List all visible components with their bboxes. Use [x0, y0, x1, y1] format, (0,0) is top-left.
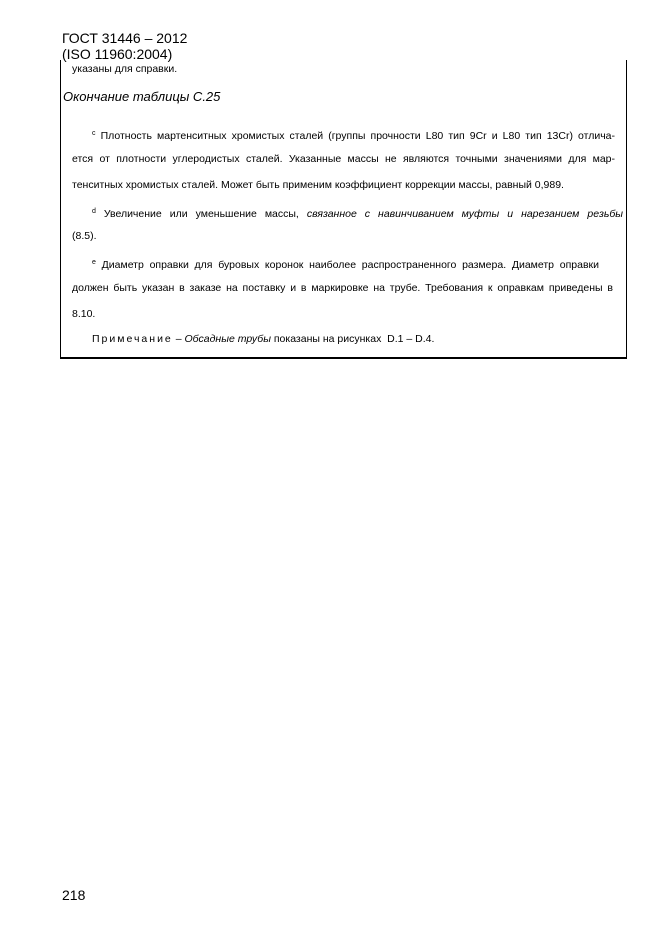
iso-reference: (ISO 11960:2004) — [62, 46, 173, 62]
footnote-e-line3: 8.10. — [72, 308, 96, 320]
remark-italic: Обсадные трубы — [184, 333, 271, 345]
footnote-d-italic: связанное с навинчиванием муфты и нарезанием резьбы — [306, 208, 623, 220]
footnote-d-line1 — [92, 205, 623, 221]
footnote-e-marker: e — [92, 259, 96, 266]
continued-text: указаны для справки. — [72, 63, 178, 75]
remark-rest: показаны на рисунках D.1 – D.4. — [270, 333, 435, 345]
table-remark — [92, 333, 434, 346]
document-header — [62, 30, 187, 62]
footnote-c-marker: c — [92, 130, 96, 137]
page-number: 218 — [62, 887, 86, 903]
footnote-d-marker: d — [92, 208, 96, 215]
remark-dash: – — [172, 333, 185, 345]
footnote-e-text1: Диаметр оправки для буровых коронок наиболее распространенного размера. Диаметр оправки — [101, 259, 600, 271]
footnote-c-line3: тенситных хромистых сталей. Может быть применим коэффициент коррекции массы, равный 0,989. — [72, 179, 564, 191]
standard-number: ГОСТ 31446 – 2012 — [62, 30, 188, 46]
footnote-c-line2: ется от плотности углеродистых сталей. Указанные массы не являются точными значениями для мар- — [72, 153, 615, 165]
remark-label: Примечание — [92, 333, 173, 345]
footnote-e-line2: должен быть указан в заказе на поставку и в маркировке на трубе. Требования к оправкам приведены в — [72, 282, 613, 294]
footnote-c-text1: Плотность мартенситных хромистых сталей (группы прочности L80 тип 9Cr и L80 тип 13Cr) отлича- — [100, 130, 616, 142]
footnote-d-plain: Увеличение или уменьшение массы, — [103, 208, 299, 220]
footnote-c-line1 — [92, 127, 615, 143]
footnote-e-line1 — [92, 256, 599, 272]
table-caption: Окончание таблицы С.25 — [63, 89, 221, 104]
footnote-d-line2: (8.5). — [72, 230, 97, 242]
